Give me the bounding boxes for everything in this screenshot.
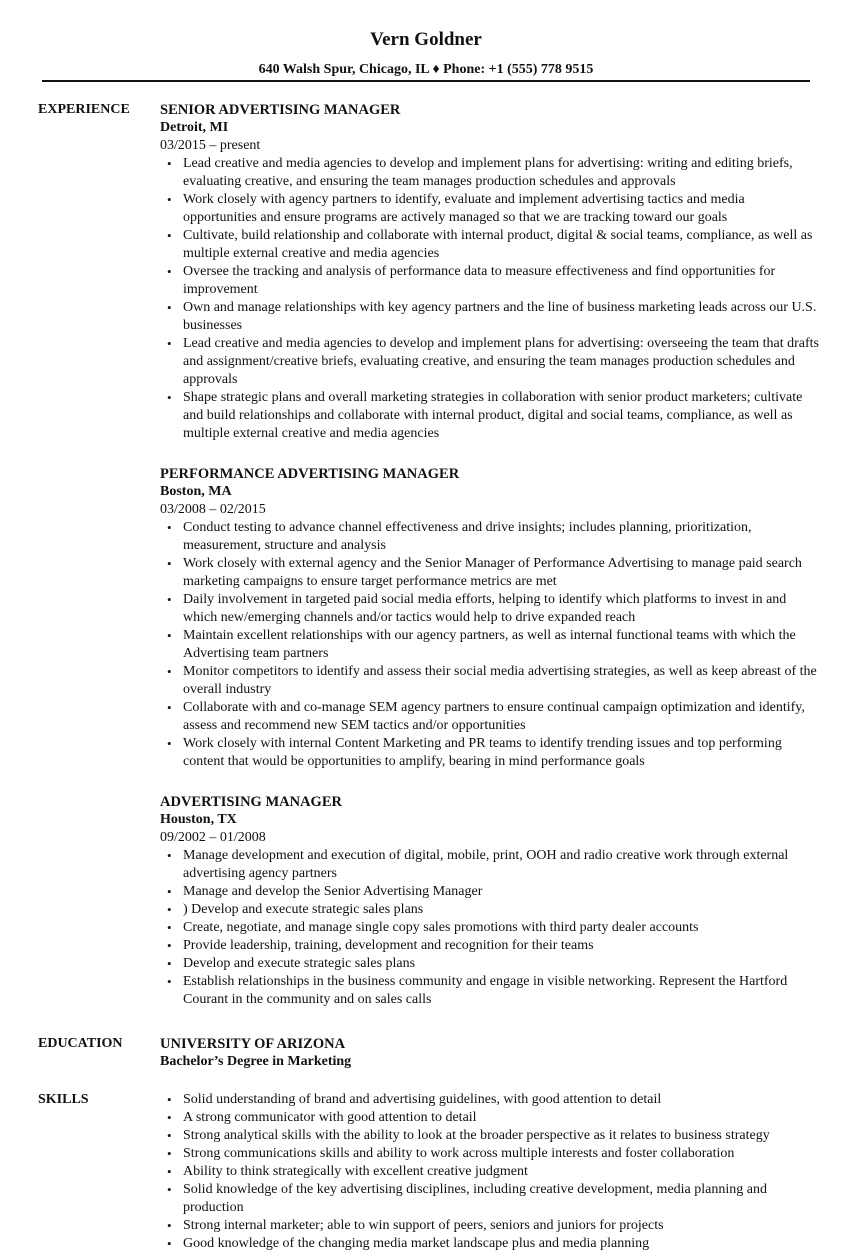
bullet-item: • Own and manage relationships with key agency partners and the line of business marketing leads across our U.S. businesses: [183, 299, 820, 335]
header-divider: [42, 80, 810, 82]
job-title: ADVERTISING MANAGER: [160, 794, 342, 810]
skills-entry: [160, 1091, 820, 1253]
bullet-item: • Work closely with internal Content Marketing and PR teams to identify trending issues and top performing content that would be opportunities to amplify, bearing in mind performance goals: [183, 735, 820, 771]
bullet-item: • Monitor competitors to identify and assess their social media advertising strategies, as well as keep abreast of the overall industry: [183, 663, 820, 699]
skills-list: [160, 1091, 820, 1253]
section-label-experience: EXPERIENCE: [38, 102, 130, 117]
skill-item: • Strong internal marketer; able to win support of peers, seniors and juniors for projects: [183, 1217, 820, 1235]
skill-item: • Solid understanding of brand and advertising guidelines, with good attention to detail: [183, 1091, 820, 1109]
skill-item: • Ability to think strategically with excellent creative judgment: [183, 1163, 820, 1181]
bullet-item: • Daily involvement in targeted paid social media efforts, helping to identify which platforms to invest in and which new/emerging channels and/or tactics would help to drive expanded reach: [183, 591, 820, 627]
bullet-item: • Maintain excellent relationships with our agency partners, as well as internal functional teams with which the Advertising team partners: [183, 627, 820, 663]
bullet-item: • Oversee the tracking and analysis of performance data to measure effectiveness and find opportunities for improvement: [183, 263, 820, 299]
skill-item: • Strong communications skills and ability to work across multiple interests and foster collaboration: [183, 1145, 820, 1163]
job-entry: [160, 101, 820, 443]
candidate-name: Vern Goldner: [370, 29, 482, 50]
education-entry: [160, 1035, 820, 1071]
job-entry: [160, 793, 820, 1009]
skill-item: • A strong communicator with good attention to detail: [183, 1109, 820, 1127]
bullet-item: • Work closely with agency partners to identify, evaluate and implement advertising tactics and media opportunities and ensure programs are actively managed so that we are tracking toward our goals: [183, 191, 820, 227]
job-dates: 03/2008 – 02/2015: [160, 502, 266, 517]
skill-item: • Good knowledge of the changing media market landscape plus and media planning: [183, 1235, 820, 1253]
job-dates: 09/2002 – 01/2008: [160, 830, 266, 845]
job-location: Boston, MA: [160, 484, 232, 499]
bullet-item: • Collaborate with and co-manage SEM agency partners to ensure continual campaign optimization and identify, assess and recommend new SEM tactics and/or opportunities: [183, 699, 820, 735]
bullet-item: • Provide leadership, training, development and recognition for their teams: [183, 937, 820, 955]
bullet-item: • Create, negotiate, and manage single copy sales promotions with third party dealer accounts: [183, 919, 820, 937]
job-entry: [160, 465, 820, 771]
bullet-item: • Conduct testing to advance channel effectiveness and drive insights; includes planning, prioritization, measurement, structure and analysis: [183, 519, 820, 555]
skill-item: • Strong analytical skills with the ability to look at the broader perspective as it relates to business strategy: [183, 1127, 820, 1145]
bullet-item: • Develop and execute strategic sales plans: [183, 955, 820, 973]
job-location: Houston, TX: [160, 812, 237, 827]
job-bullets: [160, 847, 820, 1009]
bullet-item: • Manage development and execution of digital, mobile, print, OOH and radio creative work through external advertising agency partners: [183, 847, 820, 883]
bullet-item: • Establish relationships in the business community and engage in visible networking. Represent the Hartford Courant in the community and on sales calls: [183, 973, 820, 1009]
section-label-skills: SKILLS: [38, 1092, 89, 1107]
bullet-item: • Cultivate, build relationship and collaborate with internal product, digital & social teams, compliance, as well as multiple external creative and media agencies: [183, 227, 820, 263]
bullet-item: • Lead creative and media agencies to develop and implement plans for advertising: writing and editing briefs, evaluating creative, and ensuring the team manages production schedules and approvals: [183, 155, 820, 191]
bullet-item: • Manage and develop the Senior Advertising Manager: [183, 883, 820, 901]
job-dates: 03/2015 – present: [160, 138, 261, 153]
contact-line: 640 Walsh Spur, Chicago, IL ♦ Phone: +1 (555) 778 9515: [258, 62, 594, 77]
job-bullets: [160, 155, 820, 443]
bullet-item: • Lead creative and media agencies to develop and implement plans for advertising: overseeing the team that drafts and assignment/creative briefs, evaluating creative, and ensuring the team manages production schedules and approvals: [183, 335, 820, 389]
section-label-education: EDUCATION: [38, 1036, 123, 1051]
job-location: Detroit, MI: [160, 120, 229, 135]
job-bullets: [160, 519, 820, 771]
job-title: PERFORMANCE ADVERTISING MANAGER: [160, 466, 460, 482]
school-name: UNIVERSITY OF ARIZONA: [160, 1036, 346, 1052]
degree-name: Bachelor’s Degree in Marketing: [160, 1054, 352, 1069]
skill-item: • Solid knowledge of the key advertising disciplines, including creative development, media planning and production: [183, 1181, 820, 1217]
bullet-item: • Work closely with external agency and the Senior Manager of Performance Advertising to manage paid search marketing campaigns to ensure target performance metrics are met: [183, 555, 820, 591]
bullet-item: • ) Develop and execute strategic sales plans: [183, 901, 820, 919]
bullet-item: • Shape strategic plans and overall marketing strategies in collaboration with senior product marketers; cultivate and build relationships and collaborate with internal product, digital and social teams, compliance, as well as multiple external creative and media agencies: [183, 389, 820, 443]
job-title: SENIOR ADVERTISING MANAGER: [160, 102, 401, 118]
